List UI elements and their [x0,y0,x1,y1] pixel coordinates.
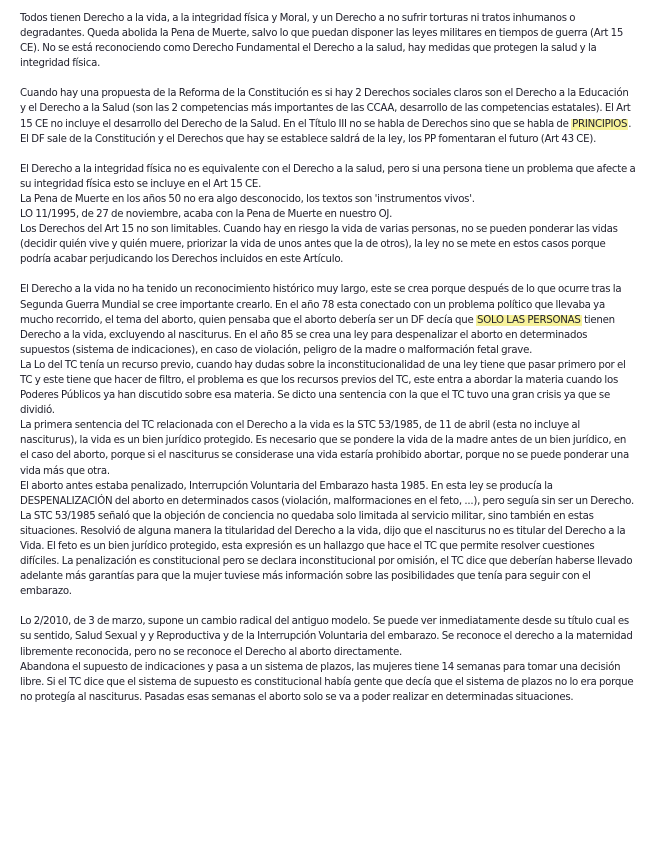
text-line [20,207,636,222]
text-segment: La Lo del TC tenía un recurso previo, cuando hay dudas sobre la inconstitucionalidad de una ley tiene que pasar primero por el TC y este tiene que hacer de filtro, el problema es que los recursos previos del TC, este entra a abordar la materia cuando los Poderes Públicos ya han discutido sobre esa materia. Se dicto una sentencia con la que el TC tuvo una gran crisis ya que se dividió. [20,359,626,417]
text-segment: Todos tienen Derecho a la vida, a la integridad física y Moral, y un Derecho a no sufrir torturas ni tratos inhumanos o degradantes. Queda abolida la Pena de Muerte, salvo lo que puedan disponer las leyes militares en tiempos de guerra (Art 15 CE). No se está reconociendo como Derecho Fundamental el Derecho a la salud, hay medidas que protegen la salud y la integridad física. [20,13,624,70]
text-segment: La primera sentencia del TC relacionada con el Derecho a la vida es la STC 53/1985, de 11 de abril (esta no incluye al nasciturus), la vida es un bien jurídico protegido. Es necesario que se pondere la vida de la madre antes de un bien jurídico, en el caso del aborto, porque si el nasciturus se considerase una vida estaría prohibido abortar, porque no se puede ponderar una vida más que otra. [20,420,629,477]
text-segment: El Derecho a la vida no ha tenido un reconocimiento histórico muy largo, este se crea porque después de lo que ocurre tras la Segunda Guerra Mundial se cree importante crearlo. En el año 78 esta conectado con un problema político que llevaba ya mucho recorrido, el tema del aborto, quien pensaba que el aborto debería ser un DF decía que [20,284,622,326]
text-segment: Abandona el supuesto de indicaciones y pasa a un sistema de plazos, las mujeres tiene 14 semanas para tomar una decisión libre. Si el TC dice que el sistema de supuesto es constitucional había gente que decía que el sistema de plazos no lo era porque no protegía al nasciturus. Pasadas esas semanas el aborto solo se va a poder realizar en determinadas situaciones. [20,661,634,703]
highlighted-text: SOLO LAS PERSONAS [476,314,581,326]
text-line [20,479,636,509]
text-line [20,509,636,600]
document-body [20,11,636,720]
text-line [20,614,636,659]
highlighted-text: PRINCIPIOS [572,118,628,130]
text-line [20,660,636,705]
text-line [20,222,636,267]
text-segment: La STC 53/1985 señaló que la objeción de conciencia no quedaba solo limitada al servicio militar, sino también en estas situaciones. Resolvió de alguna manera la titularidad del Derecho a la vida, dijo que el nasciturus no es titular del Derecho a la Vida. El feto es un bien jurídico protegido, esta expresión es un hallazgo que hace el TC que permite resolver cuestiones difíciles. La penalización es constitucional pero se declara inconstitucional por omisión, el TC dice que deberían haberse llevado adelante más garantías para que la mujer tuviese más información sobre las posibilidades que tenía para seguir con el embarazo. [20,510,633,598]
text-segment: LO 11/1995, de 27 de noviembre, acaba con la Pena de Muerte en nuestro OJ. [20,209,393,221]
text-line [20,282,636,357]
paragraph-block [20,282,636,599]
text-segment: El Derecho a la integridad física no es equivalente con el Derecho a la salud, pero si una persona tiene un problema que afecte a su integridad física esto se incluye en el Art 15 CE. [20,163,636,190]
text-segment: Los Derechos del Art 15 no son limitables. Cuando hay en riesgo la vida de varias personas, no se pueden ponderar las vidas (decidir quién vive y quién muere, priorizar la vida de unos antes que la de otros), la ley no se mete en estos casos porque podría acabar perjudicando los Derechos incluidos en este Artículo. [20,224,618,266]
text-segment: tienen Derecho a la vida, excluyendo al nasciturus. En el año 85 se crea una ley para despenalizar el aborto en determinados supuestos (sistema de indicaciones), en caso de violación, peligro de la madre o malformación fetal grave. [20,314,615,356]
paragraph-block [20,86,636,146]
text-line [20,162,636,192]
text-segment: Lo 2/2010, de 3 de marzo, supone un cambio radical del antiguo modelo. Se puede ver inmediatamente desde su título cual es su sentido, Salud Sexual y y Reproductiva y de la Interrupción Voluntaria del embarazo. Se reconoce el derecho a la maternidad libremente reconocida, pero no se reconoce el Derecho al aborto directamente. [20,616,633,658]
text-line [20,11,636,71]
text-segment: El aborto antes estaba penalizado, Interrupción Voluntaria del Embarazo hasta 1985. En esta ley se producía la DESPENALIZACIÓN del aborto en determinados casos (violación, malformaciones en el feto, ...), pero seguía sin ser un Derecho. [20,480,634,507]
paragraph-block [20,11,636,71]
text-segment: Cuando hay una propuesta de la Reforma de la Constitución es si hay 2 Derechos sociales claros son el Derecho a la Educación y el Derecho a la Salud (son las 2 competencias más importantes de las CCAA, desarrollo de las competencias estatales). El Art 15 CE no incluye el desarrollo del Derecho de la Salud. En el Título III no se habla de Derechos sino que se habla de [20,88,631,130]
paragraph-block [20,614,636,705]
text-segment: . El DF sale de la Constitución y el Derechos que hay se establece saldrá de la ley, los PP fomentaran el futuro (Art 43 CE). [20,118,632,145]
text-line [20,192,636,207]
text-segment: La Pena de Muerte en los años 50 no era algo desconocido, los textos son 'instrumentos vivos'. [20,193,475,205]
text-line [20,86,636,146]
text-line [20,358,636,418]
text-line [20,418,636,478]
paragraph-block [20,162,636,268]
